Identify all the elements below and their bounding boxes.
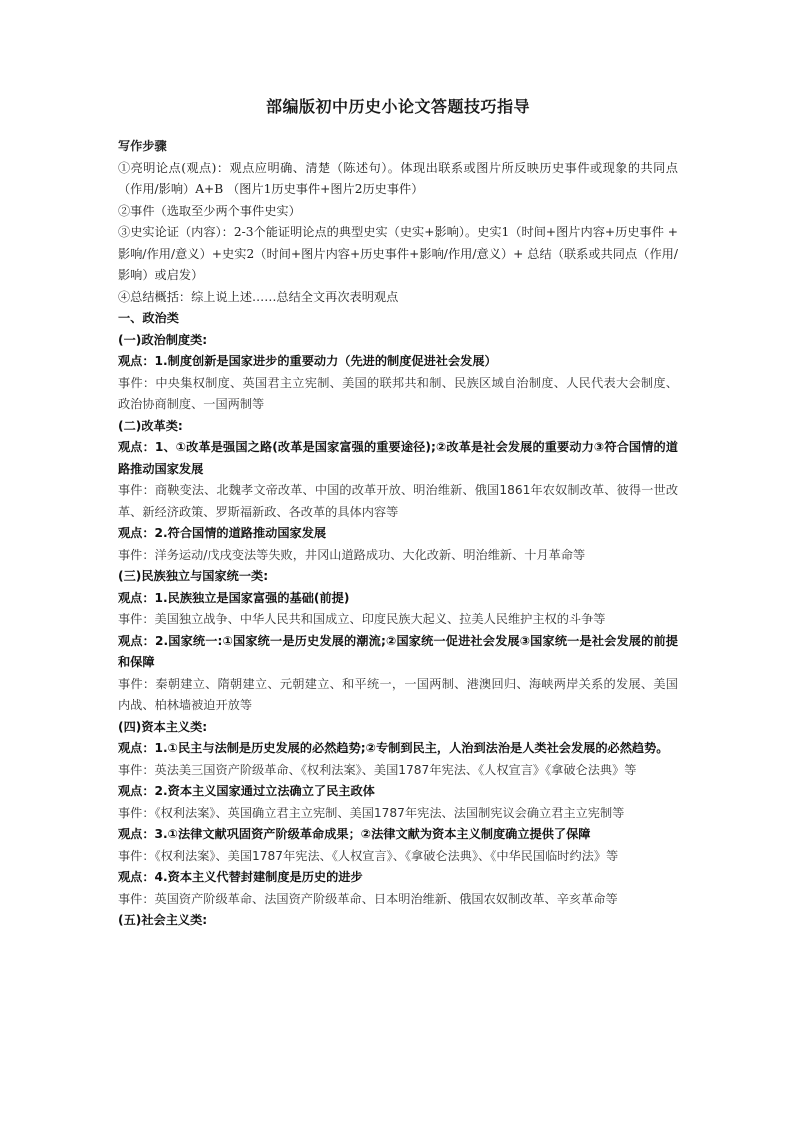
document-page [118,96,678,932]
viewpoint: 观点：1.制度创新是国家进步的重要动力（先进的制度促进社会发展） [118,354,497,368]
category-heading: (五)社会主义类: [118,913,208,927]
section-heading: 一、政治类 [118,311,179,325]
viewpoint: 观点：2.资本主义国家通过立法确立了民主政体 [118,784,375,798]
step-item: ②事件（选取至少两个事件史实） [118,203,301,218]
events: 事件：秦朝建立、隋朝建立、元朝建立、和平统一，一国两制、港澳回归、海峡两岸关系的发展、美国内战、柏林墙被迫开放等 [118,676,678,712]
events: 事件：中央集权制度、英国君主立宪制、美国的联邦共和制、民族区域自治制度、人民代表大会制度、政治协商制度、一国两制等 [118,375,678,411]
events: 事件：洋务运动/戊戌变法等失败，井冈山道路成功、大化改新、明治维新、十月革命等 [118,547,586,562]
step-item: ①亮明论点(观点)：观点应明确、清楚（陈述句）。体现出联系或图片所反映历史事件或现象的共同点（作用/影响）A+B （图片1历史事件+图片2历史事件） [118,160,678,196]
category-heading: (三)民族独立与国家统一类: [118,569,269,583]
events: 事件：英国资产阶级革命、法国资产阶级革命、日本明治维新、俄国农奴制改革、辛亥革命等 [118,891,618,906]
category-heading: (四)资本主义类: [118,719,208,734]
viewpoint: 观点：1.民族独立是国家富强的基础(前提) [118,590,350,605]
category-heading: (二)改革类: [118,418,183,433]
events: 事件：英法美三国资产阶级革命、《权利法案》、美国1787年宪法、《人权宣言》《拿破仑法典》等 [118,762,637,777]
viewpoint: 观点：1.①民主与法制是历史发展的必然趋势;②专制到民主，人治到法治是人类社会发展的必然趋势。 [118,741,669,755]
events: 事件：美国独立战争、中华人民共和国成立、印度民族大起义、拉美人民维护主权的斗争等 [118,612,606,626]
document-title: 部编版初中历史小论文答题技巧指导 [265,97,530,116]
category-heading: (一)政治制度类: [118,332,208,347]
step-item: ③史实论证（内容）：2-3个能证明论点的典型史实（史实+影响）。史实1（时间+图片内容+历史事件 + 影响/作用/意义）+史实2（时间+图片内容+历史事件+影响/作用/意义）+ 总结（联系或共同点（作用/影响）或启发） [118,225,678,282]
steps-heading: 写作步骤 [118,139,167,153]
events: 事件：商鞅变法、北魏孝文帝改革、中国的改革开放、明治维新、俄国1861年农奴制改革、彼得一世改革、新经济政策、罗斯福新政、各改革的具体内容等 [118,483,678,519]
viewpoint: 观点：1、①改革是强国之路(改革是国家富强的重要途径);②改革是社会发展的重要动力③符合国情的道路推动国家发展 [118,440,678,476]
viewpoint: 观点：2.国家统一:①国家统一是历史发展的潮流;②国家统一促进社会发展③国家统一是社会发展的前提和保障 [118,633,678,669]
events: 事件：《权利法案》、美国1787年宪法、《人权宣言》、《拿破仑法典》、《中华民国临时约法》等 [118,848,619,863]
writing-steps [118,136,678,308]
step-item: ④总结概括：综上说上述……总结全文再次表明观点 [118,289,399,304]
viewpoint: 观点：4.资本主义代替封建制度是历史的进步 [118,870,363,884]
viewpoint: 观点：2.符合国情的道路推动国家发展 [118,526,327,540]
events: 事件：《权利法案》、英国确立君主立宪制、美国1787年宪法、法国制宪议会确立君主立宪制等 [118,805,625,820]
viewpoint: 观点：3.①法律文献巩固资产阶级革命成果；②法律文献为资本主义制度确立提供了保障 [118,827,591,841]
